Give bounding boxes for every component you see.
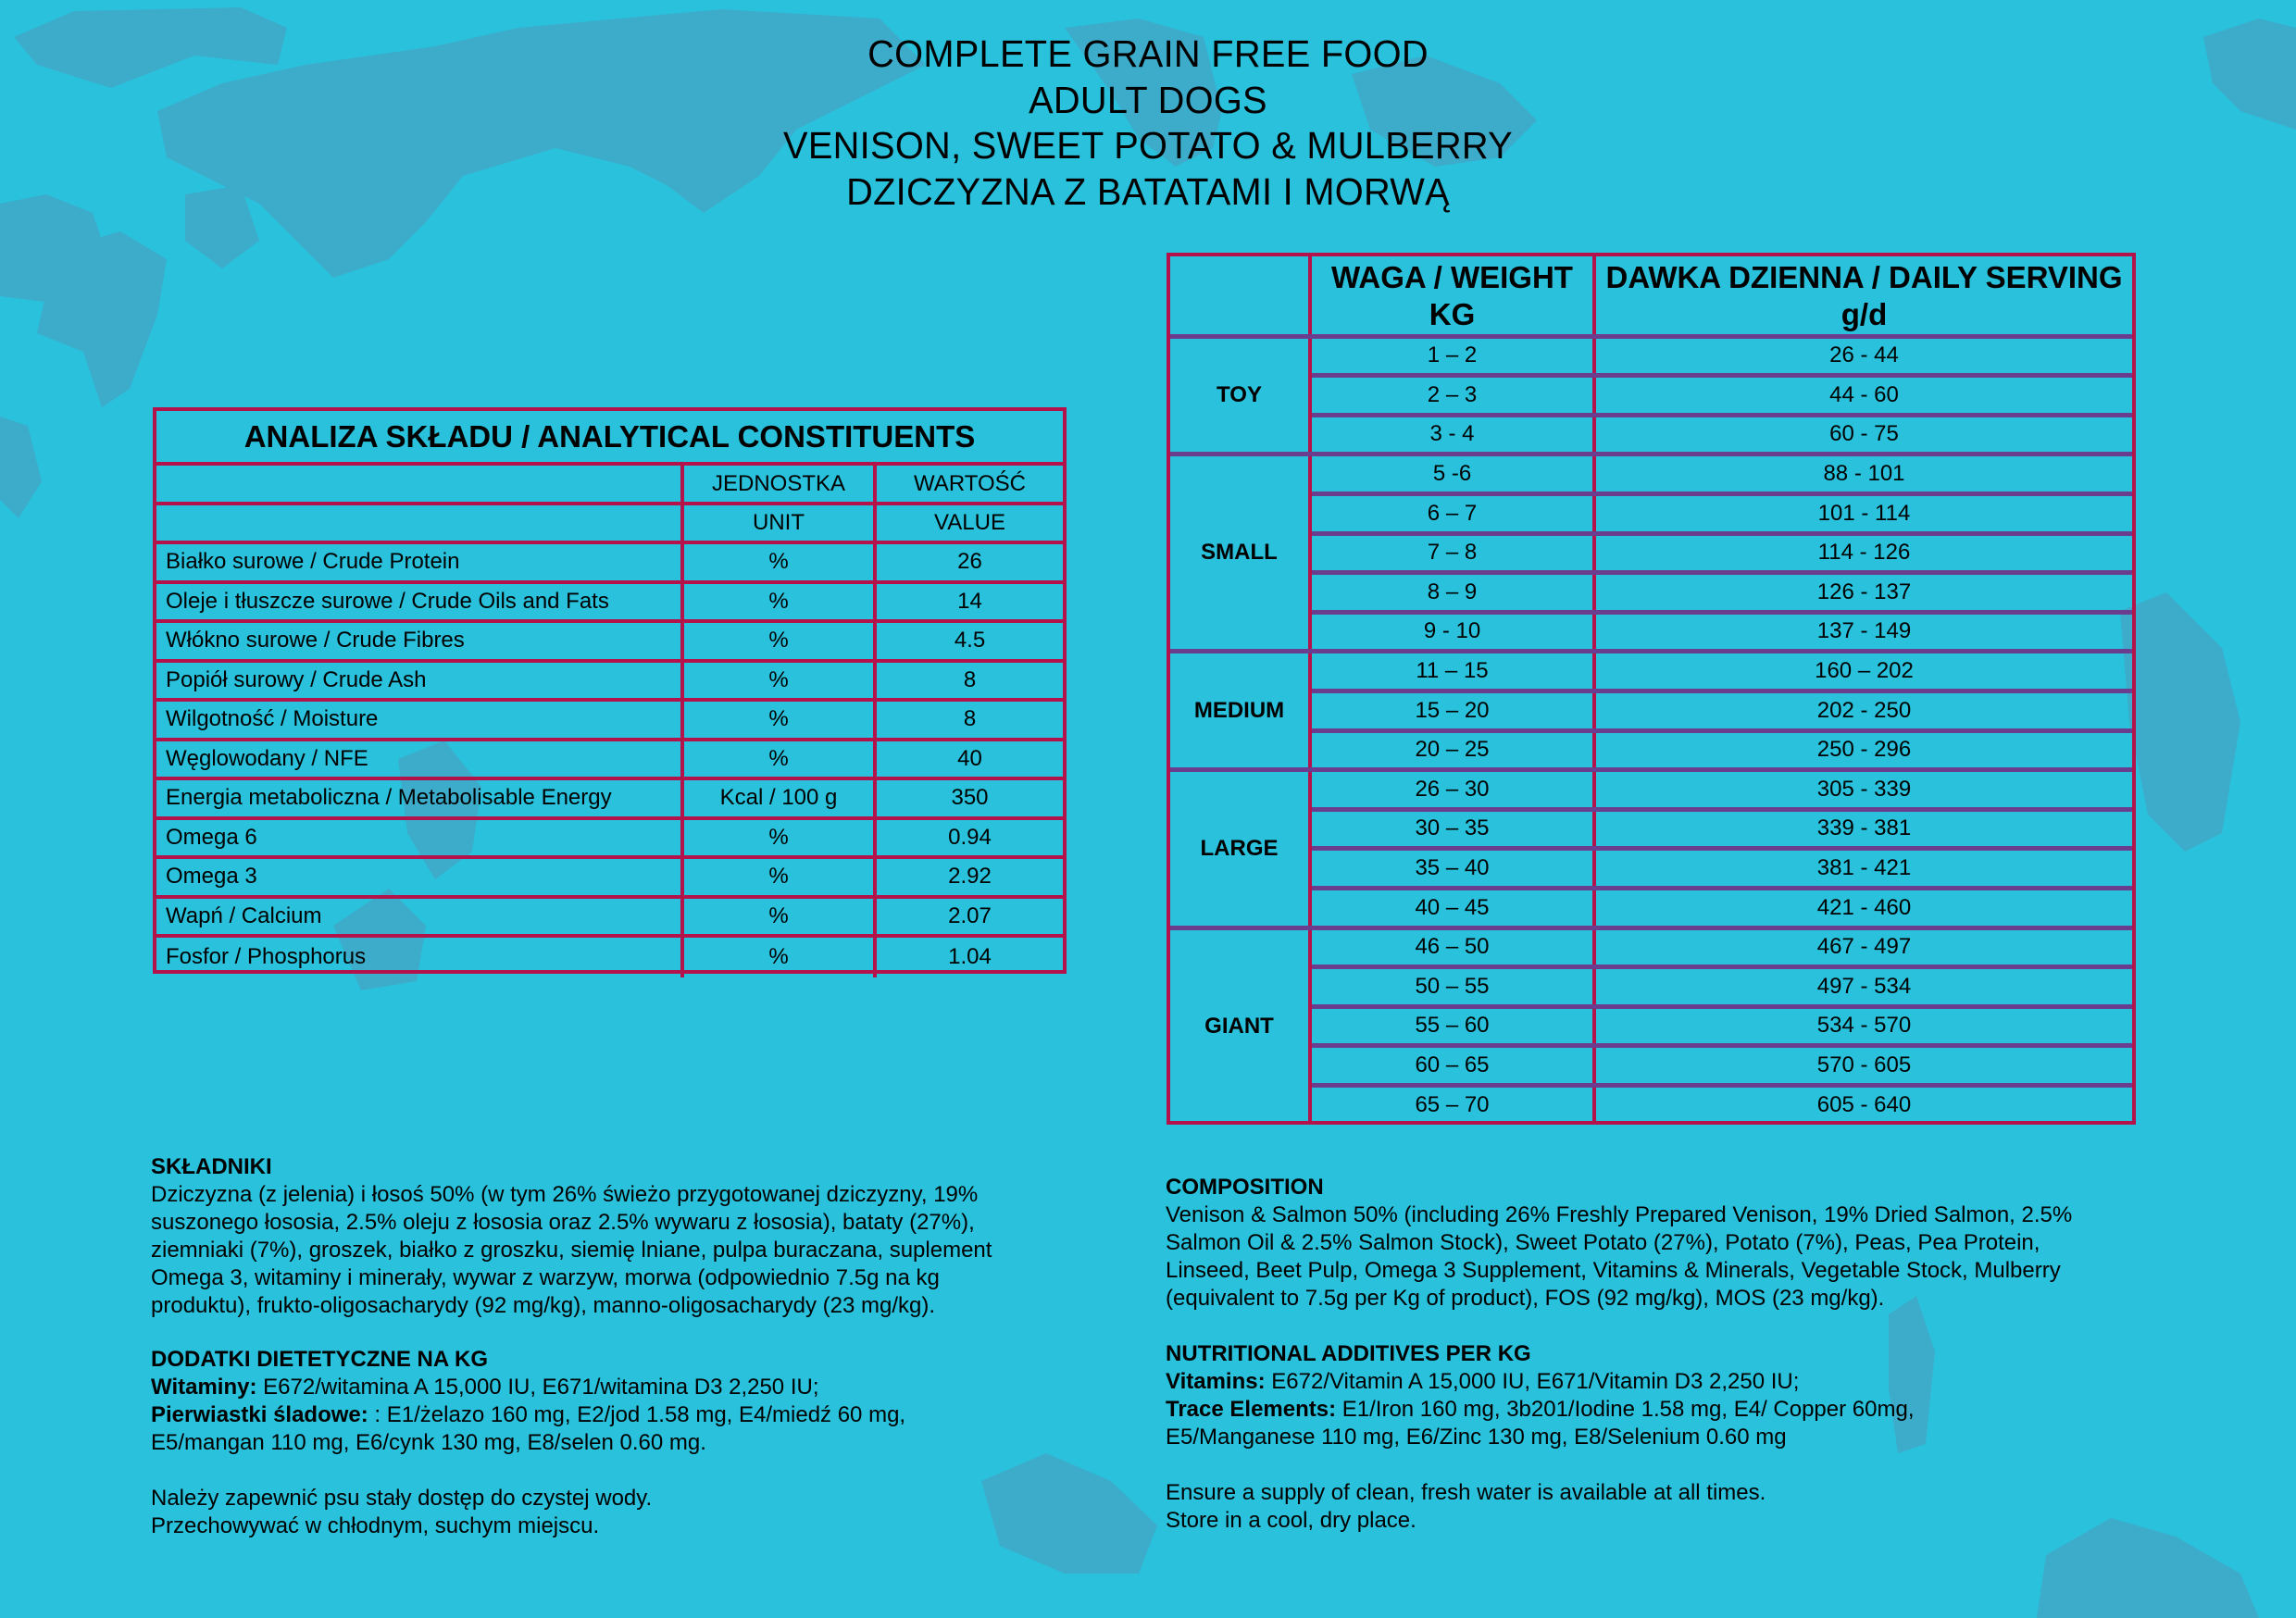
table-row: [156, 663, 1063, 703]
constituent-unit: Kcal / 100 g: [680, 780, 873, 816]
title-line: ADULT DOGS: [1029, 78, 1267, 121]
trace-line2-en: E5/Manganese 110 mg, E6/Zinc 130 mg, E8/Selenium 0.60 mg: [1166, 1425, 1787, 1450]
composition-line: (equivalent to 7.5g per Kg of product), FOS (92 mg/kg), MOS (23 mg/kg).: [1166, 1286, 1885, 1311]
ingredients-line: ziemniaki (7%), groszek, białko z groszku, siemię lniane, pulpa buraczana, suplement: [151, 1238, 992, 1263]
ingredients-line: suszonego łososia, 2.5% oleju z łososia oraz 2.5% wywaru z łososia), bataty (27%),: [151, 1210, 975, 1235]
daily-serving: 126 - 137: [1816, 579, 1912, 604]
daily-serving: 60 - 75: [1829, 421, 1899, 447]
weight-range: 11 – 15: [1416, 658, 1489, 684]
weight-range: 15 – 20: [1415, 697, 1490, 723]
header-weight-line2: KG: [1429, 297, 1476, 331]
vitamins-line-en: [1166, 1368, 2072, 1396]
stain-shape: [2120, 592, 2240, 852]
size-group-label: TOY: [1217, 381, 1262, 407]
stain-shape: [37, 231, 167, 407]
product-title: [0, 31, 2296, 215]
additives-heading-en: NUTRITIONAL ADDITIVES PER KG: [1166, 1341, 1531, 1366]
table-row: [156, 820, 1063, 860]
trace-line-en: [1166, 1396, 2072, 1424]
constituent-unit: %: [680, 584, 873, 620]
daily-serving: 421 - 460: [1816, 894, 1912, 920]
weight-range: 8 – 9: [1427, 579, 1478, 604]
constituent-value: 2.92: [873, 859, 1063, 895]
header-unit-en: UNIT: [680, 505, 873, 541]
weight-range: 1 – 2: [1427, 342, 1478, 368]
size-group-label: LARGE: [1200, 835, 1279, 861]
table-row: [156, 938, 1063, 977]
header-serving: [1596, 256, 2132, 336]
constituent-name: Włókno surowe / Crude Fibres: [166, 628, 465, 653]
weight-range: 35 – 40: [1415, 855, 1490, 881]
constituent-value: 26: [873, 544, 1063, 580]
weight-range: 6 – 7: [1427, 500, 1478, 526]
title-line: DZICZYZNA Z BATATAMI I MORWĄ: [846, 169, 1450, 213]
constituent-name: Omega 3: [166, 864, 257, 890]
constituent-name: Fosfor / Phosphorus: [166, 944, 367, 970]
constituent-unit: %: [680, 702, 873, 738]
daily-serving: 497 - 534: [1816, 973, 1912, 999]
constituent-name: Energia metaboliczna / Metabolisable Energy: [166, 785, 612, 811]
weight-range: 60 – 65: [1415, 1052, 1490, 1078]
header-value-en: VALUE: [873, 505, 1063, 541]
daily-serving: 381 - 421: [1816, 855, 1912, 881]
constituent-name: Białko surowe / Crude Protein: [166, 549, 460, 575]
header-serving-line2: g/d: [1841, 297, 1888, 331]
weight-range: 55 – 60: [1415, 1013, 1490, 1039]
constituent-unit: %: [680, 741, 873, 778]
ingredients-line: Dziczyzna (z jelenia) i łosoś 50% (w tym 26% świeżo przygotowanej dziczyzny, 19%: [151, 1182, 979, 1207]
weight-range: 5 -6: [1432, 461, 1472, 487]
weight-range: 9 - 10: [1423, 618, 1481, 644]
weight-range: 46 – 50: [1415, 934, 1490, 960]
table-title: ANALIZA SKŁADU / ANALYTICAL CONSTITUENTS: [243, 418, 976, 454]
constituent-value: 2.07: [873, 899, 1063, 935]
header-weight-line1: WAGA / WEIGHT: [1331, 260, 1573, 294]
vitamins-label-en: Vitamins:: [1166, 1369, 1266, 1394]
daily-serving: 534 - 570: [1816, 1013, 1912, 1039]
constituent-name: Omega 6: [166, 824, 257, 850]
composition-line: Linseed, Beet Pulp, Omega 3 Supplement, Vitamins & Minerals, Vegetable Stock, Mulberry: [1166, 1258, 2061, 1283]
weight-range: 2 – 3: [1427, 381, 1478, 407]
english-composition-block: [1166, 1174, 2072, 1535]
daily-serving: 250 - 296: [1816, 737, 1912, 763]
table-row: [156, 702, 1063, 741]
constituent-value: 40: [873, 741, 1063, 778]
daily-serving: 26 - 44: [1829, 342, 1899, 368]
weight-range: 65 – 70: [1415, 1091, 1490, 1117]
constituent-unit: %: [680, 663, 873, 699]
weight-range: 30 – 35: [1415, 815, 1490, 841]
constituent-name: Wapń / Calcium: [166, 902, 322, 928]
vitamins-label-pl: Witaminy:: [151, 1375, 257, 1400]
daily-serving: 160 – 202: [1815, 658, 1914, 684]
daily-serving: 570 - 605: [1816, 1052, 1912, 1078]
size-group-label: MEDIUM: [1193, 697, 1285, 723]
trace-label-en: Trace Elements:: [1166, 1397, 1337, 1422]
trace-label-pl: Pierwiastki śladowe:: [151, 1402, 368, 1427]
constituent-unit: %: [680, 820, 873, 856]
composition-heading-en: COMPOSITION: [1166, 1175, 1324, 1200]
analytical-constituents-table: [153, 407, 1067, 974]
table-row: [156, 584, 1063, 624]
daily-serving: 137 - 149: [1816, 618, 1912, 644]
table-row: [156, 859, 1063, 899]
daily-serving: 467 - 497: [1816, 934, 1912, 960]
note-line-en: Ensure a supply of clean, fresh water is available at all times.: [1166, 1480, 1766, 1505]
title-line: COMPLETE GRAIN FREE FOOD: [867, 32, 1429, 75]
header-value-pl: WARTOŚĆ: [873, 466, 1063, 502]
constituent-value: 1.04: [873, 938, 1063, 977]
table-row: [156, 741, 1063, 781]
stain-shape: [981, 1453, 1157, 1574]
ingredients-line: produktu), frukto-oligosacharydy (92 mg/kg), manno-oligosacharydy (23 mg/kg).: [151, 1293, 936, 1318]
weight-range: 40 – 45: [1415, 894, 1490, 920]
trace-line2-pl: E5/mangan 110 mg, E6/cynk 130 mg, E8/selen 0.60 mg.: [151, 1430, 706, 1455]
header-weight: [1312, 256, 1592, 336]
daily-serving: 88 - 101: [1823, 461, 1905, 487]
table-row: [156, 623, 1063, 663]
constituent-value: 8: [873, 663, 1063, 699]
constituent-unit: %: [680, 544, 873, 580]
daily-serving: 305 - 339: [1816, 776, 1912, 802]
vitamins-line-pl: [151, 1374, 992, 1401]
vitamins-text-pl: E672/witamina A 15,000 IU, E671/witamina D3 2,250 IU;: [256, 1375, 819, 1400]
size-group-label: SMALL: [1201, 540, 1278, 566]
vitamins-text-en: E672/Vitamin A 15,000 IU, E671/Vitamin D3 2,250 IU;: [1265, 1369, 1800, 1394]
constituent-value: 0.94: [873, 820, 1063, 856]
note-line-pl: Przechowywać w chłodnym, suchym miejscu.: [151, 1513, 600, 1538]
table-row: [156, 780, 1063, 820]
daily-serving: 339 - 381: [1816, 815, 1912, 841]
note-line-en: Store in a cool, dry place.: [1166, 1508, 1416, 1533]
daily-serving: 44 - 60: [1829, 381, 1899, 407]
weight-range: 50 – 55: [1415, 973, 1490, 999]
table-row: [156, 899, 1063, 939]
daily-serving: 114 - 126: [1817, 540, 1911, 566]
constituent-value: 4.5: [873, 623, 1063, 659]
constituent-name: Oleje i tłuszcze surowe / Crude Oils and Fats: [166, 588, 609, 614]
daily-serving: 202 - 250: [1816, 697, 1912, 723]
ingredients-heading-pl: SKŁADNIKI: [151, 1154, 272, 1179]
constituent-name: Węglowodany / NFE: [166, 745, 368, 771]
constituent-unit: %: [680, 899, 873, 935]
constituent-value: 14: [873, 584, 1063, 620]
table-header-row-pl: [156, 466, 1063, 505]
ingredients-line: Omega 3, witaminy i minerały, wywar z warzyw, morwa (odpowiednio 7.5g na kg: [151, 1265, 940, 1290]
header-serving-line1: DAWKA DZIENNA / DAILY SERVING: [1605, 260, 2123, 294]
trace-text-pl: : E1/żelazo 160 mg, E2/jod 1.58 mg, E4/miedź 60 mg,: [368, 1402, 906, 1427]
weight-range: 7 – 8: [1427, 540, 1478, 566]
table-row: [156, 544, 1063, 584]
header-unit-pl: JEDNOSTKA: [680, 466, 873, 502]
weight-range: 3 - 4: [1429, 421, 1475, 447]
constituent-value: 350: [873, 780, 1063, 816]
note-line-pl: Należy zapewnić psu stały dostęp do czystej wody.: [151, 1486, 653, 1511]
weight-range: 26 – 30: [1415, 776, 1490, 802]
composition-line: Venison & Salmon 50% (including 26% Freshly Prepared Venison, 19% Dried Salmon, 2.5%: [1166, 1202, 2073, 1227]
constituent-unit: %: [680, 938, 873, 977]
weight-range: 20 – 25: [1415, 737, 1490, 763]
title-line: VENISON, SWEET POTATO & MULBERRY: [783, 124, 1513, 167]
constituent-unit: %: [680, 623, 873, 659]
constituent-name: Wilgotność / Moisture: [166, 706, 379, 732]
constituent-value: 8: [873, 702, 1063, 738]
composition-line: Salmon Oil & 2.5% Salmon Stock), Sweet Potato (27%), Potato (7%), Peas, Pea Protein,: [1166, 1230, 2040, 1255]
daily-serving: 605 - 640: [1816, 1091, 1912, 1117]
trace-line-pl: [151, 1401, 992, 1429]
feeding-guide-table: [1167, 253, 2136, 1125]
daily-serving: 101 - 114: [1817, 500, 1911, 526]
constituent-unit: %: [680, 859, 873, 895]
constituent-name: Popiół surowy / Crude Ash: [166, 666, 427, 692]
table-title-row: [156, 411, 1063, 466]
trace-text-en: E1/Iron 160 mg, 3b201/Iodine 1.58 mg, E4/ Copper 60mg,: [1336, 1397, 1915, 1422]
table-header-row-en: [156, 505, 1063, 544]
additives-heading-pl: DODATKI DIETETYCZNE NA KG: [151, 1347, 488, 1372]
stain-shape: [0, 417, 42, 518]
size-group-label: GIANT: [1204, 1013, 1274, 1039]
polish-ingredients-block: [151, 1153, 992, 1540]
